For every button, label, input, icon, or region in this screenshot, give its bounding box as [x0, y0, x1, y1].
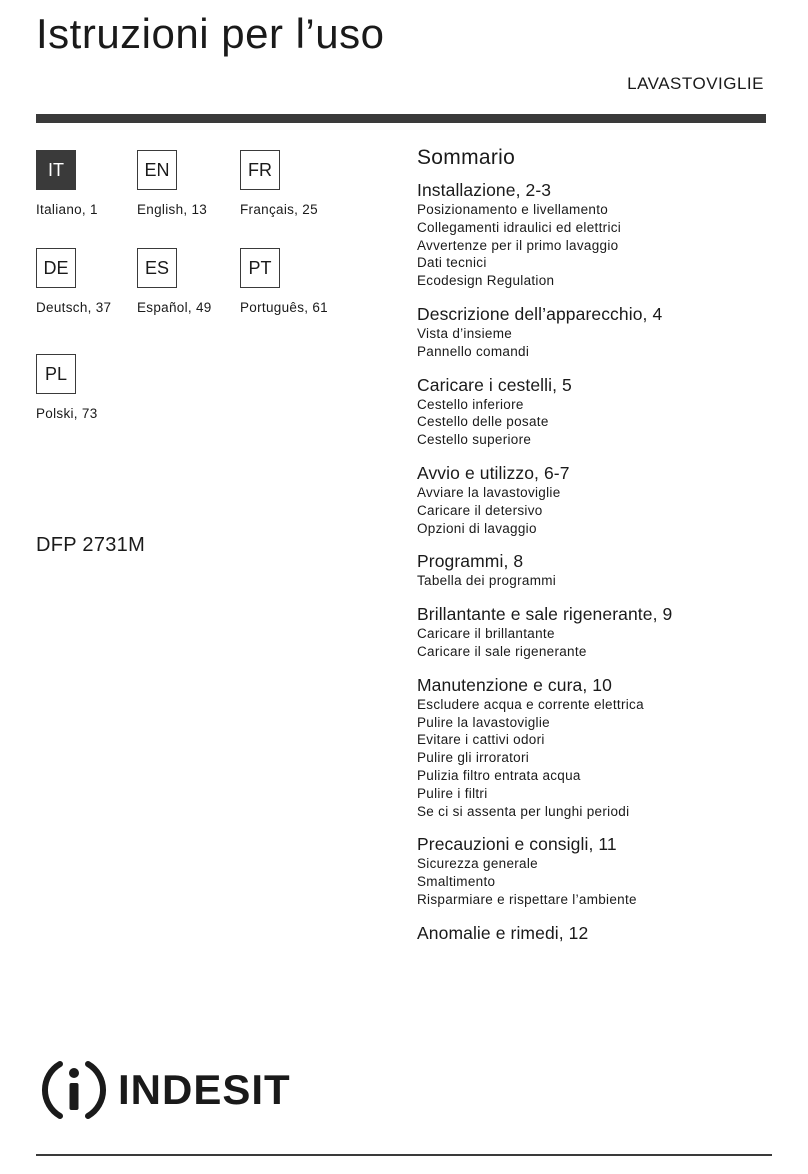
toc-item-list: [417, 696, 787, 821]
toc-item-list: [417, 396, 787, 449]
language-code-box[interactable]: FR: [240, 150, 280, 190]
language-pl[interactable]: [36, 354, 236, 421]
language-label: Deutsch, 37: [36, 300, 112, 315]
footer-divider: [36, 1154, 772, 1156]
toc-item[interactable]: Cestello inferiore: [417, 396, 524, 412]
header-divider: [36, 114, 766, 123]
toc-section-title[interactable]: Caricare i cestelli, 5: [417, 374, 572, 395]
toc-section-title[interactable]: Anomalie e rimedi, 12: [417, 922, 589, 943]
language-label: Português, 61: [240, 300, 328, 315]
language-code-box[interactable]: PL: [36, 354, 76, 394]
toc-section-title[interactable]: Programmi, 8: [417, 551, 524, 572]
toc-item[interactable]: Pulire la lavastoviglie: [417, 714, 550, 730]
toc-item[interactable]: Risparmiare e rispettare l’ambiente: [417, 891, 637, 907]
toc-item[interactable]: Sicurezza generale: [417, 856, 538, 872]
toc-item[interactable]: Ecodesign Regulation: [417, 273, 555, 289]
toc-item[interactable]: Escludere acqua e corrente elettrica: [417, 696, 644, 712]
language-label: Italiano, 1: [36, 202, 98, 217]
toc-item[interactable]: Dati tecnici: [417, 255, 487, 271]
toc-section-title[interactable]: Descrizione dell’apparecchio, 4: [417, 303, 663, 324]
toc-section-title[interactable]: Installazione, 2-3: [417, 180, 552, 200]
toc-item[interactable]: Pulire gli irroratori: [417, 750, 530, 766]
language-code-box[interactable]: PT: [240, 248, 280, 288]
language-label: Français, 25: [240, 202, 318, 217]
brand-name: INDESIT: [118, 1066, 291, 1113]
model-number: DFP 2731M: [36, 534, 146, 556]
toc-section: [417, 463, 787, 537]
toc-item[interactable]: Vista d’insieme: [417, 325, 513, 341]
toc-item[interactable]: Pulire i filtri: [417, 785, 488, 801]
toc-item-list: [417, 201, 787, 290]
toc-section-title[interactable]: Brillantante e sale rigenerante, 9: [417, 604, 673, 625]
toc-item[interactable]: Caricare il sale rigenerante: [417, 643, 587, 659]
toc-title: Sommario: [417, 146, 516, 169]
toc-item[interactable]: Cestello delle posate: [417, 414, 549, 430]
toc-section-title[interactable]: Precauzioni e consigli, 11: [417, 834, 617, 855]
toc-section: [417, 375, 787, 449]
toc-item[interactable]: Avviare la lavastoviglie: [417, 484, 561, 500]
toc-item[interactable]: Pulizia filtro entrata acqua: [417, 767, 581, 783]
toc-item-list: [417, 572, 787, 590]
toc-item-list: [417, 855, 787, 908]
toc-section: [417, 304, 787, 361]
toc-section: [417, 834, 787, 908]
toc-item-list: [417, 484, 787, 537]
toc-sections: [417, 180, 787, 944]
indesit-logo-icon: [40, 1056, 108, 1124]
toc-item[interactable]: Opzioni di lavaggio: [417, 520, 537, 536]
toc-item-list: [417, 625, 787, 661]
language-code-box[interactable]: IT: [36, 150, 76, 190]
toc-section: [417, 180, 787, 290]
table-of-contents: [417, 146, 787, 958]
language-fr[interactable]: [240, 150, 440, 217]
toc-section: [417, 675, 787, 821]
toc-item[interactable]: Collegamenti idraulici ed elettrici: [417, 219, 622, 235]
toc-section: [417, 604, 787, 661]
language-pt[interactable]: [240, 248, 440, 315]
toc-item[interactable]: Posizionamento e livellamento: [417, 202, 609, 217]
product-category: LAVASTOVIGLIE: [627, 74, 764, 93]
toc-item[interactable]: Evitare i cattivi odori: [417, 732, 545, 748]
language-label: Polski, 73: [36, 406, 98, 421]
toc-item[interactable]: Smaltimento: [417, 874, 496, 890]
toc-item[interactable]: Avvertenze per il primo lavaggio: [417, 237, 619, 253]
toc-item[interactable]: Tabella dei programmi: [417, 573, 557, 589]
indesit-logo: [40, 1056, 291, 1124]
toc-item-list: [417, 325, 787, 361]
language-code-box[interactable]: EN: [137, 150, 177, 190]
language-code-box[interactable]: DE: [36, 248, 76, 288]
toc-item[interactable]: Caricare il detersivo: [417, 502, 543, 518]
toc-item[interactable]: Cestello superiore: [417, 432, 532, 448]
toc-section: [417, 923, 787, 944]
page-title: Istruzioni per l’uso: [36, 10, 385, 57]
toc-section-title[interactable]: Avvio e utilizzo, 6-7: [417, 462, 570, 483]
toc-section-title[interactable]: Manutenzione e cura, 10: [417, 674, 612, 695]
toc-item[interactable]: Se ci si assenta per lunghi periodi: [417, 803, 630, 819]
toc-item[interactable]: Caricare il brillantante: [417, 626, 555, 642]
language-code-box[interactable]: ES: [137, 248, 177, 288]
toc-section: [417, 551, 787, 590]
toc-item[interactable]: Pannello comandi: [417, 343, 530, 359]
language-label: English, 13: [137, 202, 208, 217]
language-label: Español, 49: [137, 300, 212, 315]
